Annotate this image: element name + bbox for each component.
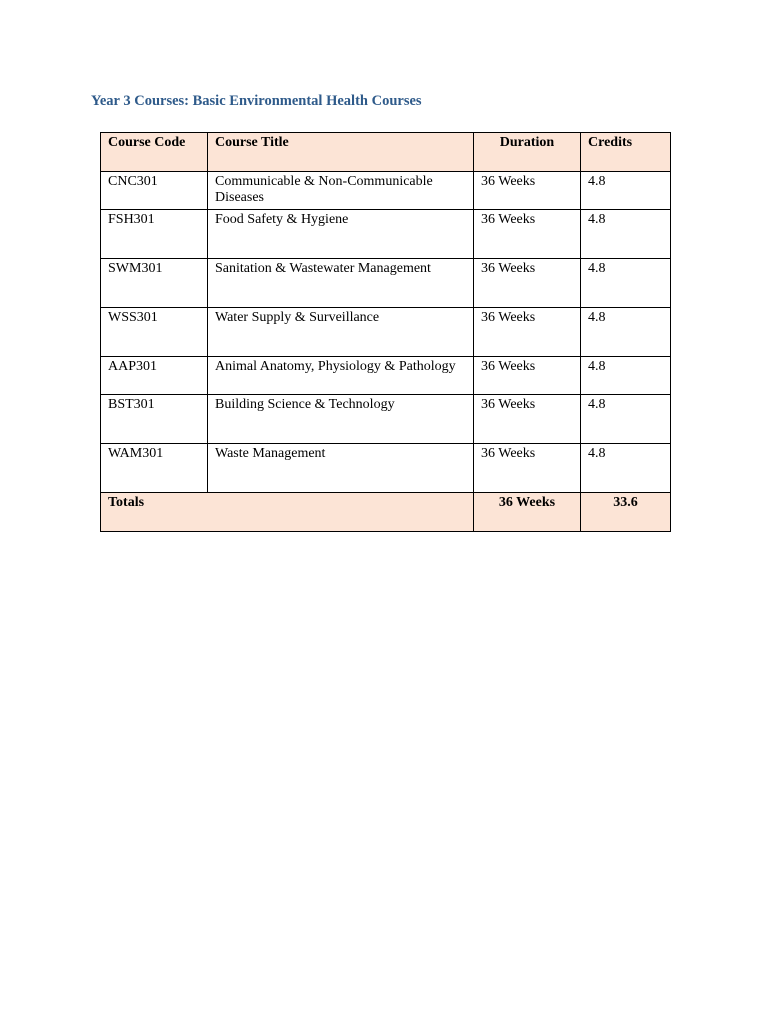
duration-cell: 36 Weeks [474, 172, 581, 210]
course-title-cell: Water Supply & Surveillance [208, 308, 474, 357]
credits-cell: 4.8 [581, 357, 671, 395]
course-title-cell: Animal Anatomy, Physiology & Pathology [208, 357, 474, 395]
duration-cell: 36 Weeks [474, 210, 581, 259]
totals-label: Totals [101, 493, 474, 532]
course-title-cell: Sanitation & Wastewater Management [208, 259, 474, 308]
column-header-course-title: Course Title [208, 133, 474, 172]
course-code-cell: FSH301 [101, 210, 208, 259]
totals-credits: 33.6 [581, 493, 671, 532]
table-row [101, 308, 671, 357]
course-code-cell: SWM301 [101, 259, 208, 308]
table-row [101, 259, 671, 308]
duration-cell: 36 Weeks [474, 308, 581, 357]
table-row [101, 395, 671, 444]
credits-cell: 4.8 [581, 444, 671, 493]
column-header-duration: Duration [474, 133, 581, 172]
duration-cell: 36 Weeks [474, 444, 581, 493]
totals-duration: 36 Weeks [474, 493, 581, 532]
table-row [101, 210, 671, 259]
course-code-cell: WAM301 [101, 444, 208, 493]
section-heading: Year 3 Courses: Basic Environmental Health Courses [91, 93, 422, 109]
course-title-cell: Food Safety & Hygiene [208, 210, 474, 259]
course-code-cell: CNC301 [101, 172, 208, 210]
duration-cell: 36 Weeks [474, 357, 581, 395]
table-row [101, 172, 671, 210]
course-code-cell: AAP301 [101, 357, 208, 395]
table-header-row [101, 133, 671, 172]
courses-table [100, 132, 671, 532]
course-title-cell: Building Science & Technology [208, 395, 474, 444]
course-title-cell: Communicable & Non-Communicable Diseases [208, 172, 474, 210]
column-header-credits: Credits [581, 133, 671, 172]
duration-cell: 36 Weeks [474, 259, 581, 308]
course-title-cell: Waste Management [208, 444, 474, 493]
table-row [101, 444, 671, 493]
credits-cell: 4.8 [581, 308, 671, 357]
credits-cell: 4.8 [581, 259, 671, 308]
totals-row [101, 493, 671, 532]
course-code-cell: BST301 [101, 395, 208, 444]
duration-cell: 36 Weeks [474, 395, 581, 444]
credits-cell: 4.8 [581, 395, 671, 444]
table-row [101, 357, 671, 395]
credits-cell: 4.8 [581, 172, 671, 210]
column-header-course-code: Course Code [101, 133, 208, 172]
credits-cell: 4.8 [581, 210, 671, 259]
course-code-cell: WSS301 [101, 308, 208, 357]
